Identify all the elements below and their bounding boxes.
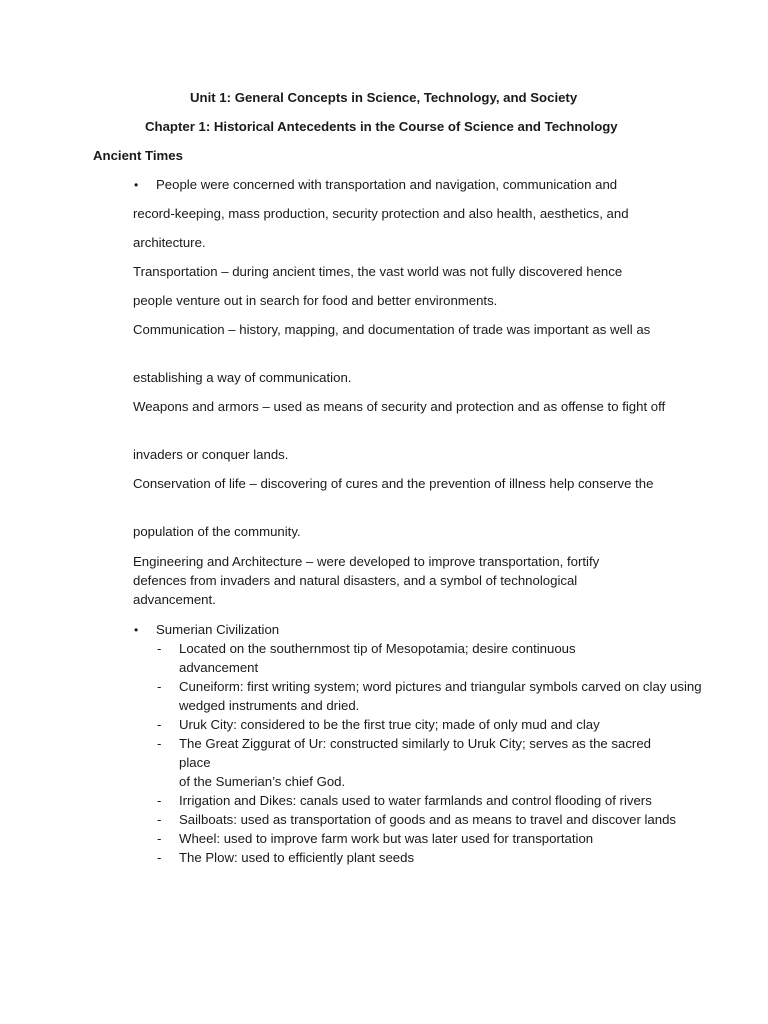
dash-marker: - [157,793,162,808]
list-item-text: Cuneiform: first writing system; word pictures and triangular symbols carved on clay using wedged instruments and dried. [179,679,702,713]
list-item-text: Uruk City: considered to be the first true city; made of only mud and clay [179,717,600,732]
intro-bullet-line-1: People were concerned with transportation and navigation, communication and [156,177,618,192]
unit-title: Unit 1: General Concepts in Science, Technology, and Society [190,90,578,105]
sumerian-list [133,639,702,867]
list-item [133,677,714,715]
list-item [133,848,678,867]
list-item-text: Wheel: used to improve farm work but was later used for transportation [179,831,594,846]
dash-marker: - [157,812,162,827]
section-heading: Ancient Times [93,148,183,163]
conservation-line-1: Conservation of life – discovering of cures and the prevention of illness help conserve the [133,476,654,491]
dash-marker: - [157,736,162,751]
communication-line-1: Communication – history, mapping, and documentation of trade was important as well as [133,322,651,337]
list-item [133,734,679,791]
chapter-title: Chapter 1: Historical Antecedents in the Course of Science and Technology [145,119,618,134]
list-item [133,715,678,734]
dash-marker: - [157,679,162,694]
engineering-paragraph: Engineering and Architecture – were developed to improve transportation, fortify defences from invaders and natural disasters, and a symbol of technological advancement. [133,554,600,607]
dash-marker: - [157,717,162,732]
dash-marker: - [157,831,162,846]
bullet-icon: • [134,623,139,637]
list-item [133,791,694,810]
list-item [133,810,724,829]
list-item-continuation: of the Sumerian’s chief God. [179,774,346,789]
transportation-line-2: people venture out in search for food and better environments. [133,293,498,308]
sumerian-heading: Sumerian Civilization [156,622,280,637]
list-item-text: Sailboats: used as transportation of goods and as means to travel and discover lands [179,812,677,827]
list-item [133,639,649,677]
conservation-line-2: population of the community. [133,524,301,539]
weapons-line-1: Weapons and armors – used as means of security and protection and as offense to fight off [133,399,666,414]
list-item-text: The Plow: used to efficiently plant seeds [179,850,415,865]
bullet-icon: • [134,178,139,192]
list-item [133,829,678,848]
communication-line-2: establishing a way of communication. [133,370,352,385]
dash-marker: - [157,641,162,656]
intro-line-3: architecture. [133,235,206,250]
dash-marker: - [157,850,162,865]
list-item-text: Irrigation and Dikes: canals used to water farmlands and control flooding of rivers [179,793,652,808]
transportation-line-1: Transportation – during ancient times, the vast world was not fully discovered hence [133,264,623,279]
list-item-text: Located on the southernmost tip of Mesopotamia; desire continuous advancement [179,641,576,675]
weapons-line-2: invaders or conquer lands. [133,447,289,462]
intro-line-2: record-keeping, mass production, security protection and also health, aesthetics, and [133,206,629,221]
list-item-text: The Great Ziggurat of Ur: constructed similarly to Uruk City; serves as the sacred place [179,736,651,770]
